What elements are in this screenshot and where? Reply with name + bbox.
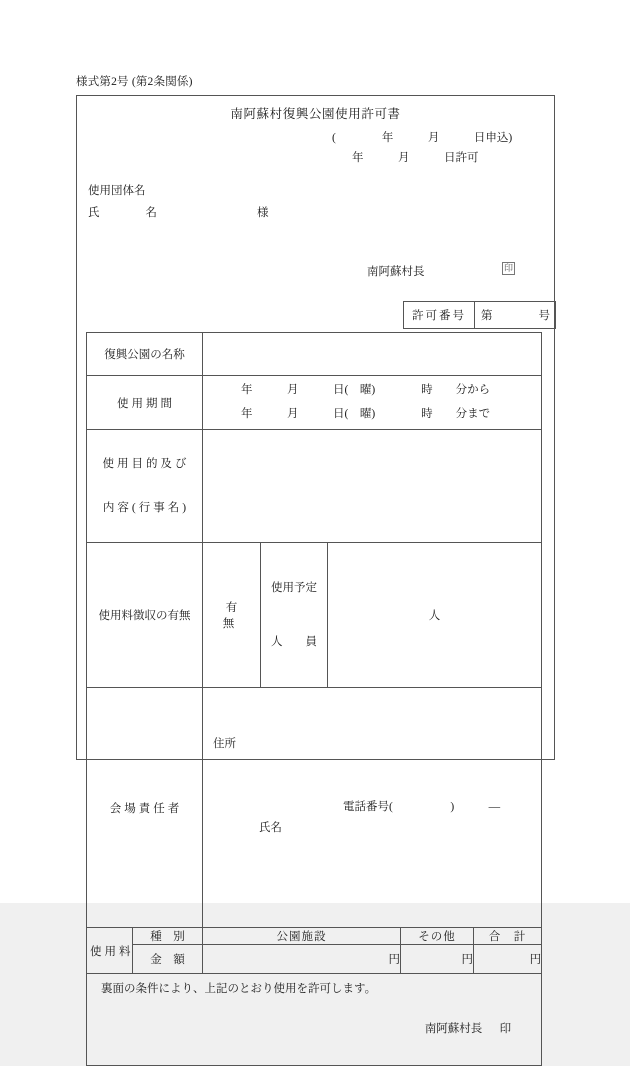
usage-fee-type-label: 種 別 bbox=[133, 928, 203, 945]
permit-number-label: 許可番号 bbox=[404, 302, 475, 329]
park-name-label: 復興公園の名称 bbox=[87, 333, 203, 376]
planned-attendance-label bbox=[261, 543, 328, 688]
fee-collection-options[interactable]: 有 無 bbox=[203, 543, 261, 688]
table-row-park-name bbox=[87, 333, 542, 376]
usage-period-label: 使用期間 bbox=[87, 376, 203, 430]
usage-fee-column-park-facility: 公園施設 bbox=[203, 928, 401, 945]
fee-collection-label: 使用料徴収の有無 bbox=[87, 543, 203, 688]
planned-attendance-label-line-1: 使用予定 bbox=[271, 582, 317, 594]
page-title: 南阿蘇村復興公園使用許可書 bbox=[230, 107, 401, 121]
table-row-usage-fee-type bbox=[87, 928, 542, 945]
footer-issuer-label: 南阿蘇村長 bbox=[424, 1023, 483, 1035]
permit-number-value: 第 号 bbox=[475, 302, 556, 329]
venue-manager-phone-label: 電話番号( ) ― bbox=[343, 801, 501, 813]
permit-details-table bbox=[86, 332, 542, 1066]
form-number-label: 様式第2号 (第2条関係) bbox=[76, 76, 193, 88]
venue-manager-label: 会場責任者 bbox=[87, 688, 203, 928]
usage-period-line-1: 年 月 日( 曜) 時 分から bbox=[241, 384, 491, 396]
applicant-name-label: 氏 名 bbox=[88, 207, 157, 219]
purpose-value[interactable] bbox=[203, 430, 542, 543]
footer-seal-icon: 印 bbox=[499, 1023, 512, 1035]
purpose-label-line-2: 内容(行事名) bbox=[102, 502, 190, 514]
table-row-usage-fee-amount bbox=[87, 945, 542, 974]
permission-date-line: 年 月 日許可 bbox=[352, 152, 479, 164]
park-name-value[interactable] bbox=[203, 333, 542, 376]
usage-fee-amount-other[interactable]: 円 bbox=[401, 945, 474, 974]
application-date-line: ( 年 月 日申込) bbox=[332, 132, 513, 144]
venue-manager-address-label: 住所 bbox=[213, 738, 236, 750]
applicant-organization-label: 使用団体名 bbox=[88, 185, 146, 197]
seal-icon: 印 bbox=[503, 263, 513, 273]
table-row-fee-collection bbox=[87, 543, 542, 688]
usage-fee-amount-label: 金 額 bbox=[133, 945, 203, 974]
usage-fee-amount-total[interactable]: 円 bbox=[474, 945, 542, 974]
usage-period-line-2: 年 月 日( 曜) 時 分まで bbox=[241, 408, 491, 420]
table-row-venue-manager bbox=[87, 688, 542, 928]
venue-manager-name-label: 氏名 bbox=[259, 822, 282, 834]
table-row bbox=[404, 302, 556, 329]
usage-period-value[interactable] bbox=[203, 376, 542, 430]
footer-statement: 裏面の条件により、上記のとおり使用を許可します。 bbox=[101, 983, 377, 995]
permit-outer-frame bbox=[76, 95, 555, 1035]
table-row-footer bbox=[87, 974, 542, 1066]
usage-fee-column-other: その他 bbox=[401, 928, 474, 945]
purpose-label-line-1: 使用目的及び bbox=[102, 458, 190, 470]
permit-number-table bbox=[403, 301, 556, 329]
table-row-purpose bbox=[87, 430, 542, 543]
venue-manager-value[interactable] bbox=[203, 688, 542, 928]
footer-issuer bbox=[87, 999, 541, 1059]
issuer-label: 南阿蘇村長 bbox=[367, 266, 425, 278]
usage-fee-label: 使用料 bbox=[87, 928, 133, 974]
usage-fee-amount-park-facility[interactable]: 円 bbox=[203, 945, 401, 974]
usage-fee-column-total: 合 計 bbox=[474, 928, 542, 945]
footer-cell bbox=[87, 974, 542, 1066]
planned-attendance-value[interactable]: 人 bbox=[328, 543, 542, 688]
venue-manager-name-row bbox=[213, 797, 541, 881]
purpose-label bbox=[87, 430, 203, 543]
planned-attendance-label-line-2: 人 員 bbox=[271, 636, 317, 648]
table-row-period bbox=[87, 376, 542, 430]
applicant-honorific: 様 bbox=[257, 207, 269, 219]
